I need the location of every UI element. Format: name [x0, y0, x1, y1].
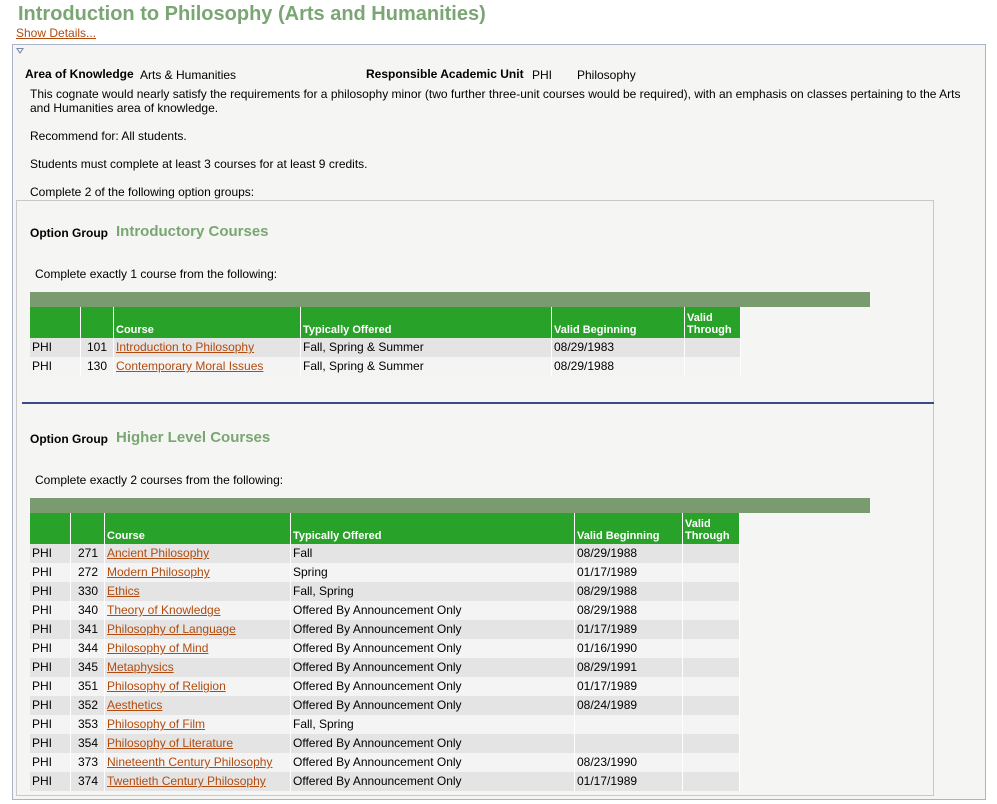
- course-cell: [105, 658, 291, 677]
- requirement-text: Students must complete at least 3 courses for at least 9 credits.: [30, 157, 368, 171]
- valid-beginning-header: Valid Beginning: [552, 307, 685, 338]
- subject-header: [30, 513, 71, 544]
- offered-cell: Offered By Announcement Only: [291, 772, 575, 791]
- empty-cell: [740, 677, 870, 696]
- empty-header: [741, 307, 870, 338]
- show-details-link[interactable]: Show Details...: [16, 26, 97, 40]
- offered-cell: Offered By Announcement Only: [291, 696, 575, 715]
- valid-through-cell: [683, 677, 740, 696]
- course-cell: [105, 753, 291, 772]
- valid-through-cell: [683, 658, 740, 677]
- course-link[interactable]: Introduction to Philosophy: [116, 340, 255, 354]
- offered-cell: Offered By Announcement Only: [291, 753, 575, 772]
- empty-cell: [740, 620, 870, 639]
- option-group-instruction: Complete exactly 2 courses from the following:: [35, 473, 284, 487]
- course-cell: [105, 734, 291, 753]
- course-cell: [105, 582, 291, 601]
- valid-through-cell: [683, 639, 740, 658]
- table-row: [30, 563, 870, 582]
- offered-cell: Offered By Announcement Only: [291, 658, 575, 677]
- subject-cell: PHI: [30, 677, 71, 696]
- course-link[interactable]: Twentieth Century Philosophy: [107, 774, 266, 788]
- course-cell: [105, 677, 291, 696]
- subject-cell: PHI: [30, 338, 81, 357]
- responsible-unit-name: Philosophy: [577, 68, 636, 82]
- table-row: [30, 658, 870, 677]
- course-cell: [105, 563, 291, 582]
- valid-beginning-cell: 08/29/1988: [552, 357, 685, 376]
- offered-cell: Offered By Announcement Only: [291, 677, 575, 696]
- course-number-cell: 351: [71, 677, 105, 696]
- table-header-row: [30, 307, 870, 338]
- empty-cell: [740, 639, 870, 658]
- valid-through-cell: [683, 734, 740, 753]
- offered-cell: Fall, Spring: [291, 582, 575, 601]
- course-link[interactable]: Aesthetics: [107, 698, 163, 712]
- course-header: Course: [105, 513, 291, 544]
- offered-cell: Fall, Spring: [291, 715, 575, 734]
- valid-beginning-cell: 08/23/1990: [575, 753, 683, 772]
- course-link[interactable]: Metaphysics: [107, 660, 174, 674]
- valid-through-cell: [683, 582, 740, 601]
- subject-cell: PHI: [30, 563, 71, 582]
- empty-cell: [740, 658, 870, 677]
- valid-through-cell: [683, 601, 740, 620]
- area-of-knowledge-label: Area of Knowledge: [25, 67, 134, 81]
- course-link[interactable]: Nineteenth Century Philosophy: [107, 755, 273, 769]
- empty-cell: [740, 563, 870, 582]
- valid-through-header: Valid Through: [685, 307, 741, 338]
- subject-cell: PHI: [30, 772, 71, 791]
- course-cell: [114, 357, 301, 376]
- valid-through-cell: [683, 753, 740, 772]
- course-cell: [105, 696, 291, 715]
- course-table-higher-level: [30, 498, 870, 791]
- table-row: [30, 715, 870, 734]
- table-row: [30, 620, 870, 639]
- offered-cell: Offered By Announcement Only: [291, 620, 575, 639]
- offered-cell: Fall, Spring & Summer: [301, 338, 552, 357]
- valid-through-cell: [685, 357, 741, 376]
- valid-beginning-cell: 01/17/1989: [575, 772, 683, 791]
- table-row: [30, 601, 870, 620]
- course-number-cell: 341: [71, 620, 105, 639]
- table-row: [30, 753, 870, 772]
- course-link[interactable]: Ethics: [107, 584, 140, 598]
- number-header: [71, 513, 105, 544]
- valid-beginning-cell: 01/16/1990: [575, 639, 683, 658]
- subject-cell: PHI: [30, 582, 71, 601]
- course-table-introductory: [30, 292, 870, 376]
- subject-cell: PHI: [30, 620, 71, 639]
- option-group-instruction: Complete exactly 1 course from the following:: [35, 267, 278, 281]
- subject-cell: PHI: [30, 715, 71, 734]
- table-row: [30, 582, 870, 601]
- course-cell: [105, 601, 291, 620]
- course-cell: [105, 715, 291, 734]
- responsible-unit-code: PHI: [532, 68, 553, 82]
- valid-beginning-cell: 08/29/1988: [575, 601, 683, 620]
- course-link[interactable]: Philosophy of Literature: [107, 736, 234, 750]
- valid-through-header: Valid Through: [683, 513, 740, 544]
- table-header-row: [30, 513, 870, 544]
- course-cell: [105, 639, 291, 658]
- page-title: Introduction to Philosophy (Arts and Humanities): [18, 3, 486, 25]
- subject-header: [30, 307, 81, 338]
- course-number-cell: 345: [71, 658, 105, 677]
- valid-beginning-cell: [575, 715, 683, 734]
- offered-cell: Offered By Announcement Only: [291, 639, 575, 658]
- valid-through-cell: [683, 563, 740, 582]
- course-number-cell: 130: [81, 357, 114, 376]
- valid-through-cell: [683, 772, 740, 791]
- subject-cell: PHI: [30, 734, 71, 753]
- table-title-bar: [30, 498, 870, 513]
- course-link[interactable]: Philosophy of Religion: [107, 679, 226, 693]
- valid-beginning-cell: [575, 734, 683, 753]
- course-cell: [114, 338, 301, 357]
- table-row: [30, 772, 870, 791]
- empty-cell: [740, 772, 870, 791]
- option-group-label: Option Group: [30, 432, 108, 446]
- valid-beginning-cell: 08/29/1991: [575, 658, 683, 677]
- table-title-bar: [30, 292, 870, 307]
- valid-beginning-cell: 01/17/1989: [575, 620, 683, 639]
- empty-cell: [740, 753, 870, 772]
- recommend-text: Recommend for: All students.: [30, 129, 187, 143]
- subject-cell: PHI: [30, 357, 81, 376]
- collapse-triangle-icon[interactable]: [16, 48, 24, 54]
- table-row: [30, 677, 870, 696]
- course-number-cell: 272: [71, 563, 105, 582]
- offered-cell: Offered By Announcement Only: [291, 734, 575, 753]
- subject-cell: PHI: [30, 601, 71, 620]
- empty-cell: [740, 715, 870, 734]
- course-number-cell: 340: [71, 601, 105, 620]
- subject-cell: PHI: [30, 544, 71, 563]
- valid-beginning-header: Valid Beginning: [575, 513, 683, 544]
- empty-header: [740, 513, 870, 544]
- valid-through-cell: [683, 715, 740, 734]
- empty-cell: [740, 696, 870, 715]
- course-link[interactable]: Philosophy of Film: [107, 717, 206, 731]
- area-of-knowledge-value: Arts & Humanities: [140, 68, 237, 82]
- course-number-cell: 373: [71, 753, 105, 772]
- number-header: [81, 307, 114, 338]
- course-number-cell: 374: [71, 772, 105, 791]
- subject-cell: PHI: [30, 753, 71, 772]
- empty-cell: [740, 582, 870, 601]
- course-cell: [105, 620, 291, 639]
- offered-cell: Fall, Spring & Summer: [301, 357, 552, 376]
- course-number-cell: 353: [71, 715, 105, 734]
- valid-beginning-cell: 08/24/1989: [575, 696, 683, 715]
- course-number-cell: 344: [71, 639, 105, 658]
- empty-cell: [740, 734, 870, 753]
- subject-cell: PHI: [30, 658, 71, 677]
- responsible-unit-label: Responsible Academic Unit: [366, 67, 524, 81]
- cognate-description: This cognate would nearly satisfy the requirements for a philosophy minor (two further three-unit courses would be required), with an emphasis on classes pertaining to the Arts and Humanities area of knowledge.: [30, 87, 961, 115]
- option-group-title: Higher Level Courses: [116, 429, 271, 446]
- course-link[interactable]: Ancient Philosophy: [107, 546, 210, 560]
- offered-cell: Fall: [291, 544, 575, 563]
- option-group-label: Option Group: [30, 226, 108, 240]
- table-row: [30, 357, 870, 376]
- table-row: [30, 696, 870, 715]
- course-link[interactable]: Theory of Knowledge: [107, 603, 221, 617]
- offered-cell: Offered By Announcement Only: [291, 601, 575, 620]
- empty-cell: [741, 338, 870, 357]
- typically-offered-header: Typically Offered: [301, 307, 552, 338]
- course-link[interactable]: Modern Philosophy: [107, 565, 210, 579]
- course-number-cell: 330: [71, 582, 105, 601]
- course-cell: [105, 772, 291, 791]
- option-instruction: Complete 2 of the following option groups:: [30, 185, 255, 199]
- course-link[interactable]: Contemporary Moral Issues: [116, 359, 264, 373]
- typically-offered-header: Typically Offered: [291, 513, 575, 544]
- valid-beginning-cell: 01/17/1989: [575, 563, 683, 582]
- course-header: Course: [114, 307, 301, 338]
- valid-through-cell: [683, 544, 740, 563]
- table-row: [30, 544, 870, 563]
- course-link[interactable]: Philosophy of Mind: [107, 641, 209, 655]
- subject-cell: PHI: [30, 639, 71, 658]
- table-row: [30, 639, 870, 658]
- empty-cell: [740, 544, 870, 563]
- offered-cell: Spring: [291, 563, 575, 582]
- empty-cell: [740, 601, 870, 620]
- course-number-cell: 101: [81, 338, 114, 357]
- valid-beginning-cell: 01/17/1989: [575, 677, 683, 696]
- course-link[interactable]: Philosophy of Language: [107, 622, 236, 636]
- option-group-title: Introductory Courses: [116, 223, 269, 240]
- valid-beginning-cell: 08/29/1988: [575, 582, 683, 601]
- course-number-cell: 352: [71, 696, 105, 715]
- table-row: [30, 734, 870, 753]
- valid-through-cell: [683, 696, 740, 715]
- empty-cell: [741, 357, 870, 376]
- valid-through-cell: [683, 620, 740, 639]
- course-number-cell: 354: [71, 734, 105, 753]
- table-row: [30, 338, 870, 357]
- course-number-cell: 271: [71, 544, 105, 563]
- course-cell: [105, 544, 291, 563]
- group-divider: [22, 402, 934, 404]
- valid-beginning-cell: 08/29/1988: [575, 544, 683, 563]
- subject-cell: PHI: [30, 696, 71, 715]
- valid-through-cell: [685, 338, 741, 357]
- valid-beginning-cell: 08/29/1983: [552, 338, 685, 357]
